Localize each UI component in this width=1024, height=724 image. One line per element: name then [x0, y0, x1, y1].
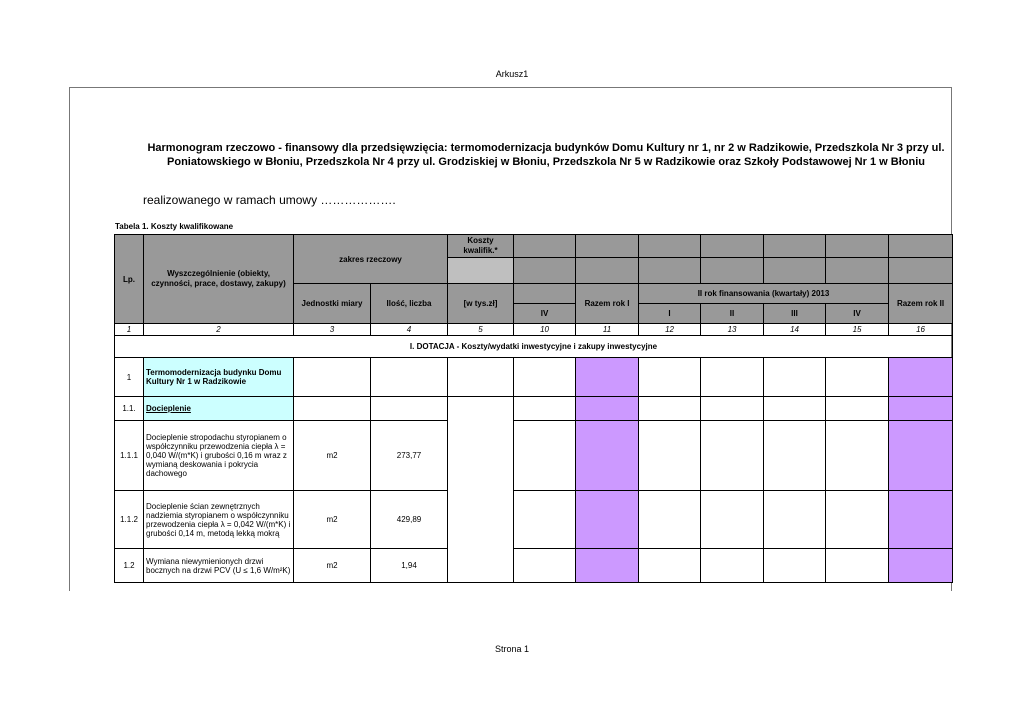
table-caption: Tabela 1. Koszty kwalifikowane: [115, 222, 234, 231]
header-wyszczegolnienie: Wyszczególnienie (obiekty, czynności, prace, dostawy, zakupy): [144, 235, 294, 324]
header-ilosc: Ilość, liczba: [371, 284, 448, 324]
col-number: 12: [639, 324, 701, 336]
row-unit: m2: [294, 421, 371, 491]
row-desc: Docieplenie ścian zewnętrznych nadziemia styropianem o współczynniku przewodzenia ciepła λ = 0,042 W/(m*K) i grubości 0,14 m, metodą lekką mokrą: [144, 491, 294, 549]
row-unit: m2: [294, 491, 371, 549]
table-row: [115, 358, 953, 397]
table-row: [115, 491, 953, 549]
costs-table: [114, 234, 953, 583]
col-number: 15: [826, 324, 889, 336]
table-row: [115, 421, 953, 491]
col-number: 10: [514, 324, 576, 336]
header-q3: III: [764, 304, 826, 324]
col-number: 1: [115, 324, 144, 336]
header-rok-2: II rok finansowania (kwartały) 2013: [639, 284, 889, 304]
row-lp: 1.1.1: [115, 421, 144, 491]
row-lp: 1.1.: [115, 397, 144, 421]
row-qty: 429,89: [371, 491, 448, 549]
col-number: 5: [448, 324, 514, 336]
header-q-iv: IV: [514, 304, 576, 324]
col-number: 16: [889, 324, 953, 336]
row-lp: 1: [115, 358, 144, 397]
row-unit: m2: [294, 549, 371, 583]
row-desc: Docieplenie: [144, 397, 294, 421]
col-number: 13: [701, 324, 764, 336]
row-desc: Wymiana niewymienionych drzwi bocznych na drzwi PCV (U ≤ 1,6 W/m²K): [144, 549, 294, 583]
row-qty: 1,94: [371, 549, 448, 583]
header-q2: II: [701, 304, 764, 324]
column-number-row: [115, 324, 953, 336]
col-number: 11: [576, 324, 639, 336]
col-number: 14: [764, 324, 826, 336]
section-dotacja: I. DOTACJA - Koszty/wydatki inwestycyjne i zakupy inwestycyjne: [115, 336, 953, 358]
row-lp: 1.2: [115, 549, 144, 583]
table-row: [115, 549, 953, 583]
col-number: 3: [294, 324, 371, 336]
sheet-header: Arkusz1: [495, 69, 529, 79]
col-number: 2: [144, 324, 294, 336]
row-desc: Termomodernizacja budynku Domu Kultury Nr 1 w Radzikowie: [144, 358, 294, 397]
header-q1: I: [639, 304, 701, 324]
merged-cost-cell: [448, 397, 514, 583]
document-title: Harmonogram rzeczowo - finansowy dla przedsięwzięcia: termomodernizacja budynków Domu Kultury nr 1, nr 2 w Radzikowie, Przedszkola Nr 3 przy ul. Poniatowskiego w Błoniu, Przedszkola Nr 4 przy ul. Grodziskiej w Błoniu, Przedszkola Nr 5 w Radzikowie oraz Szkoły Podstawowej Nr 1 w Błoniu: [147, 142, 945, 168]
document-subtitle: realizowanego w ramach umowy ……………….: [143, 193, 396, 207]
header-q4: IV: [826, 304, 889, 324]
header-lp: Lp.: [115, 235, 144, 324]
header-razem-rok-2: Razem rok II: [889, 284, 953, 324]
header-zakres: zakres rzeczowy: [294, 235, 448, 284]
row-lp: 1.1.2: [115, 491, 144, 549]
header-wtys: [w tys.zł]: [448, 284, 514, 324]
header-koszty: Koszty kwalifik.*: [448, 235, 514, 258]
table-row: [115, 397, 953, 421]
page-footer: Strona 1: [494, 644, 530, 654]
header-jednostki: Jednostki miary: [294, 284, 371, 324]
col-number: 4: [371, 324, 448, 336]
row-desc: Docieplenie stropodachu styropianem o współczynniku przewodzenia ciepła λ = 0,040 W/(m*K) i grubości 0,16 m wraz z wymianą deskowania i pokrycia dachowego: [144, 421, 294, 491]
row-qty: 273,77: [371, 421, 448, 491]
header-razem-rok-1: Razem rok I: [576, 284, 639, 324]
